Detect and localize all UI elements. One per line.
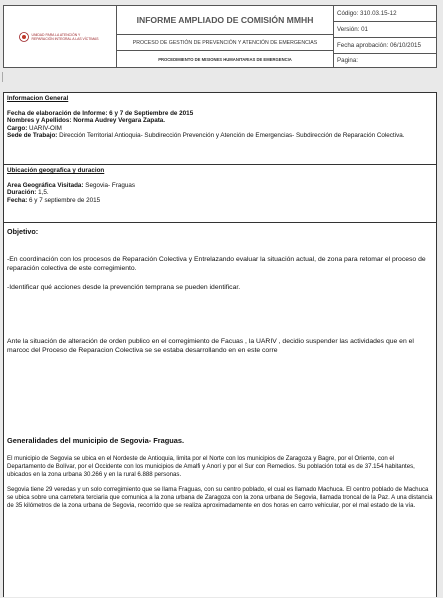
organization-logo (19, 32, 102, 42)
generalities-title: Generalidades del municipio de Segovia- Fraguas. (7, 436, 185, 445)
process-name: PROCESO DE GESTIÓN DE PREVENCIÓN Y ATENCIÓN DE EMERGENCIAS (117, 35, 334, 51)
situation-paragraph: Ante la situación de alteración de orden publico en el corregimiento de Facuas , la UARIV , decidio suspender las actividades que en el marcoc del Proceso de Reparacion Colectiva se se estaba desarrollando en en este corre (7, 338, 414, 354)
area-line (7, 182, 433, 190)
duration-label: Duración: (7, 189, 37, 197)
page-number: Pagina: (337, 57, 358, 64)
report-date-value: 6 y 7 de Septiembre de 2015 (107, 109, 194, 117)
visit-date-line (7, 197, 433, 205)
procedure-name: PROCEDIMIENTO DE MISIONES HUMANITARIAS DE EMERGENCIA (117, 51, 334, 67)
approval-date: Fecha aprobación: 06/10/2015 (334, 38, 436, 54)
main-content (4, 223, 436, 598)
general-info-section (4, 93, 436, 165)
seat-value: Dirección Territorial Antioquia- Subdirección Prevención y Atención de Emergencias- Subdirección de Reparación Colectiva. (57, 132, 405, 140)
role-line (7, 125, 433, 133)
general-info-heading: Informacion General (7, 95, 69, 102)
visit-date-label: Fecha: (7, 196, 28, 204)
document-header (3, 5, 437, 68)
margin-mark (2, 72, 3, 82)
document-version: Versión: 01 (334, 22, 436, 38)
visit-date-value: 6 y 7 septiembre de 2015 (27, 196, 101, 204)
report-date-line (7, 110, 433, 118)
seat-label: Sede de Trabajo: (7, 132, 58, 140)
location-heading: Ubicación geografica y duracion (7, 167, 105, 174)
logo-cell (4, 6, 117, 67)
name-value: Norma Audrey Vergara Zapata. (71, 117, 166, 125)
objective-title: Objetivo: (7, 227, 39, 236)
area-value: Segovia- Fraguas (83, 181, 135, 189)
area-label: Area Geográfica Visitada: (7, 181, 84, 189)
seat-line (7, 132, 433, 140)
document-code: Código: 310.03.15-12 (334, 6, 436, 22)
report-date-label: Fecha de elaboración de Informe: (7, 109, 108, 117)
document-title: INFORME AMPLIADO DE COMISIÓN MMHH (117, 6, 334, 35)
name-line (7, 117, 433, 125)
generalities-paragraph-2: Segovia tiene 29 veredas y un solo corregimiento que se llama Fraguas, con su centro poblado, el cual es llamado Machuca. El centro poblado de Machuca se ubica sobre una carretera terciaria que comunica a la zona urbana de Zaragoza con la zona urbana de Segovia, llamada troncal de la Paz. A una distancia de 35 kilómetros de la zona urbana de Segovia, recorrido que se realiza aproximadamente en dos horas en carro vehicular, por el mal estado de la vía. (7, 485, 433, 510)
generalities-paragraph-1: El municipio de Segovia se ubica en el Nordeste de Antioquia, limita por el Norte con los municipios de Zaragoza y Bagre, por el Oriente, con el Departamento de Bolívar, por el Occidente con los municipios de Amalfi y Anorí y por el Sur con Remedios. Su población total es de 37.154 habitantes, ubicados en la zona urbana 30.266 y en la rural 6.888 personas. (7, 455, 415, 479)
logo-text: UNIDAD PARA LA ATENCIÓN Y REPARACIÓN INTEGRAL A LAS VÍCTIMAS (31, 32, 99, 41)
duration-value: 1,5. (36, 189, 49, 197)
report-body (3, 92, 437, 597)
name-label: Nombres y Apellidos: (7, 117, 72, 125)
role-value: UARIV-OIM (27, 124, 62, 132)
objective-paragraph-1: -En coordinación con los procesos de Reparación Colectiva y Entrelazando evaluar la situación actual, de zona para retomar el proceso de reparación colectiva de este corregimiento. (7, 256, 426, 272)
duration-line (7, 189, 433, 197)
role-label: Cargo: (7, 124, 28, 132)
emblem-icon (19, 32, 29, 42)
objective-paragraph-2: -Identificar qué acciones desde la prevención temprana se pueden identificar. (7, 284, 241, 291)
location-section (4, 165, 436, 223)
